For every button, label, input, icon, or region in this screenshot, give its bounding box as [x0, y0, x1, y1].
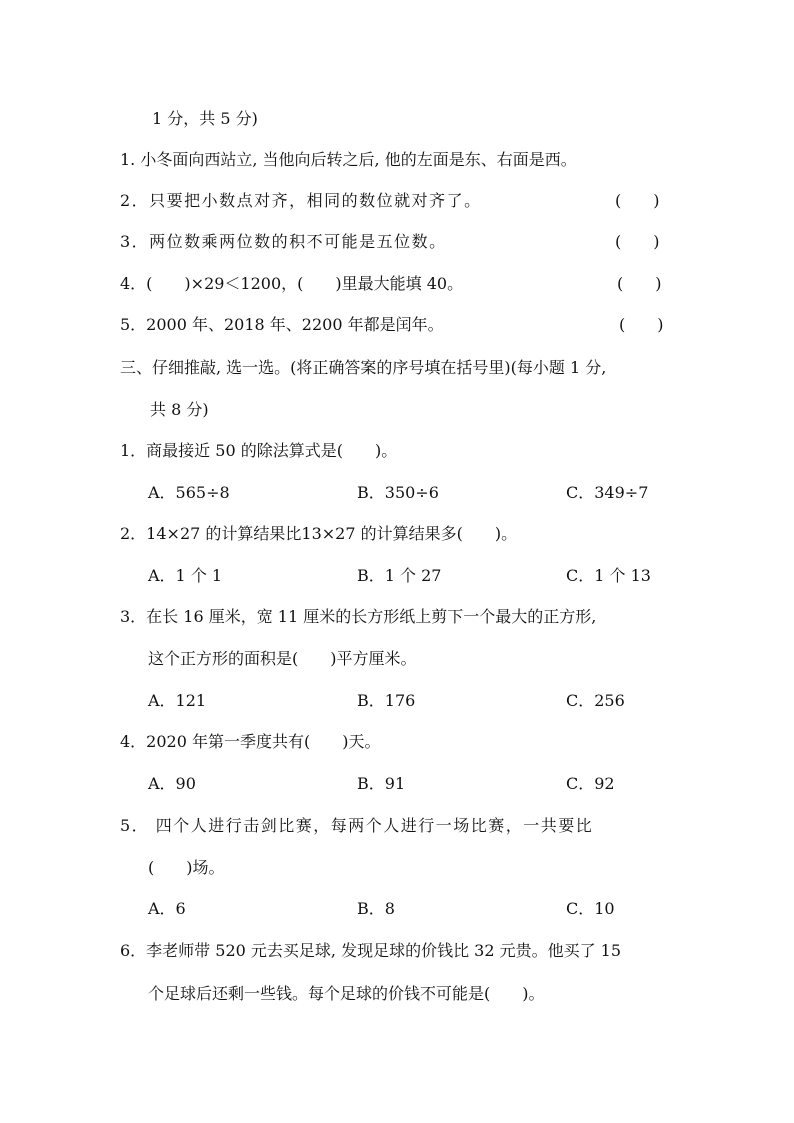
- section-3-header: 三、仔细推敲, 选一选。(将正确答案的序号填在括号里)(每小题 1 分,: [120, 358, 607, 377]
- option-a[interactable]: A．121: [148, 691, 207, 710]
- question-3: 3．在长 16 厘米，宽 11 厘米的长方形纸上剪下一个最大的正方形,: [120, 607, 597, 626]
- true-false-item-1: [120, 149, 670, 171]
- option-c[interactable]: C．256: [566, 691, 625, 710]
- option-b[interactable]: B．91: [357, 774, 406, 793]
- true-false-item-4: [120, 273, 670, 295]
- section-3-header-line-2: 共 8 分): [150, 400, 209, 419]
- item-text: 5．2000 年、2018 年、2200 年都是闰年。: [120, 315, 444, 334]
- option-b[interactable]: B．8: [357, 899, 395, 918]
- item-text: 1. 小冬面向西站立, 当他向后转之后, 他的左面是东、右面是西。: [120, 150, 577, 169]
- option-a[interactable]: A．6: [148, 899, 186, 918]
- answer-parentheses[interactable]: ( ): [619, 315, 664, 334]
- item-text: 3．两位数乘两位数的积不可能是五位数。: [120, 232, 447, 251]
- option-a[interactable]: A．565÷8: [148, 483, 230, 502]
- question-3-line-2: 这个正方形的面积是( )平方厘米。: [148, 649, 417, 668]
- true-false-item-3: [120, 231, 670, 253]
- answer-parentheses[interactable]: ( ): [615, 232, 660, 251]
- question-2: 2．14×27 的计算结果比13×27 的计算结果多( )。: [120, 524, 518, 543]
- item-text: 2．只要把小数点对齐，相同的数位就对齐了。: [120, 191, 482, 210]
- item-text: 4．( )×29＜1200，( )里最大能填 40。: [120, 274, 464, 293]
- option-c[interactable]: C．92: [566, 774, 615, 793]
- answer-parentheses[interactable]: ( ): [615, 191, 660, 210]
- option-b[interactable]: B．176: [357, 691, 416, 710]
- question-6: 6．李老师带 520 元去买足球, 发现足球的价钱比 32 元贵。他买了 15: [120, 941, 622, 960]
- question-6-line-2: 个足球后还剩一些钱。每个足球的价钱不可能是( )。: [148, 984, 545, 1003]
- section-2-header-continuation: 1 分，共 5 分): [152, 109, 258, 128]
- answer-parentheses[interactable]: ( ): [617, 274, 662, 293]
- question-5-line-2: ( )场。: [148, 858, 225, 877]
- true-false-item-5: [120, 314, 670, 336]
- question-4: 4．2020 年第一季度共有( )天。: [120, 732, 381, 751]
- option-c[interactable]: C．1 个 13: [566, 566, 651, 585]
- true-false-item-2: [120, 190, 670, 212]
- question-5: 5． 四个人进行击剑比赛，每两个人进行一场比赛，一共要比: [120, 816, 594, 835]
- option-a[interactable]: A．90: [148, 774, 196, 793]
- option-b[interactable]: B．1 个 27: [357, 566, 442, 585]
- option-b[interactable]: B．350÷6: [357, 483, 439, 502]
- option-a[interactable]: A．1 个 1: [148, 566, 223, 585]
- option-c[interactable]: C．10: [566, 899, 615, 918]
- question-1: 1．商最接近 50 的除法算式是( )。: [120, 441, 398, 460]
- option-c[interactable]: C．349÷7: [566, 483, 649, 502]
